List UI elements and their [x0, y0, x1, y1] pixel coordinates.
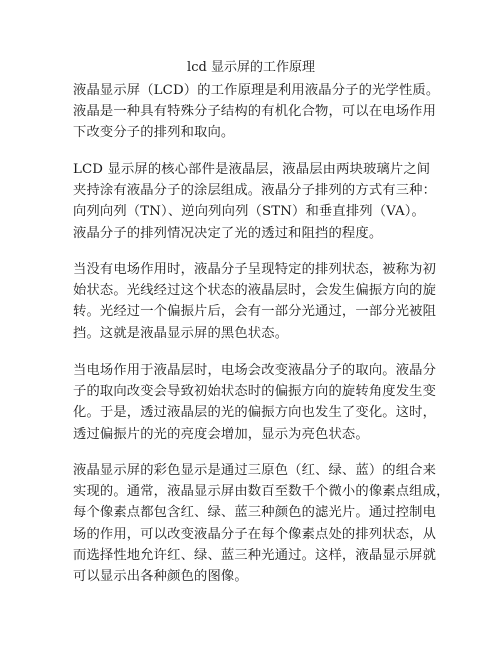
paragraph-line: 挡。这就是液晶显示屏的黑色状态。 — [73, 325, 289, 341]
paragraph-color-display — [73, 460, 450, 587]
paragraph-line: 当电场作用于液晶层时，电场会改变液晶分子的取向。液晶分 — [73, 363, 437, 378]
paragraph-line: 实现的。通常，液晶显示屏由数百至数千个微小的像素点组成， — [73, 484, 450, 500]
paragraph-line: 而选择性地允许红、绿、蓝三种光通过。这样，液晶显示屏就 — [73, 547, 437, 563]
paragraph-line: 透过偏振片的光的亮度会增加，显示为亮色状态。 — [73, 426, 369, 442]
paragraph-line: LCD 显示屏的核心部件是液晶层，液晶层由两块玻璃片之间 — [73, 162, 431, 177]
paragraph-intro — [73, 80, 440, 144]
paragraph-line: 子的取向改变会导致初始状态时的偏振方向的旋转角度发生变 — [73, 384, 437, 400]
paragraph-core-structure — [73, 159, 437, 244]
paragraph-line: 转。光经过一个偏振片后，会有一部分光通过，一部分光被阻 — [73, 304, 437, 320]
paragraph-line: 可以显示出各种颜色的图像。 — [73, 569, 248, 585]
paragraph-no-field-state — [73, 259, 437, 344]
paragraph-line: 化。于是，透过液晶层的光的偏振方向也发生了变化。这时， — [73, 405, 437, 421]
paragraph-line: 液晶分子的排列情况决定了光的透过和阻挡的程度。 — [73, 225, 383, 241]
paragraph-line: 液晶是一种具有特殊分子结构的有机化合物，可以在电场作用 — [73, 104, 437, 120]
paragraph-field-state — [73, 360, 437, 445]
paragraph-line: 场的作用，可以改变液晶分子在每个像素点处的排列状态，从 — [73, 526, 437, 542]
paragraph-line: 液晶显示屏（LCD）的工作原理是利用液晶分子的光学性质。 — [73, 83, 440, 98]
paragraph-line: 液晶显示屏的彩色显示是通过三原色（红、绿、蓝）的组合来 — [73, 463, 437, 478]
document-title: lcd 显示屏的工作原理 — [187, 60, 315, 75]
paragraph-line: 夹持涂有液晶分子的涂层组成。液晶分子排列的方式有三种： — [73, 183, 437, 199]
paragraph-line: 下改变分子的排列和取向。 — [73, 125, 235, 141]
paragraph-line: 向列向列（TN）、逆向列向列（STN）和垂直排列（VA）。 — [73, 204, 425, 220]
paragraph-line: 当没有电场作用时，液晶分子呈现特定的排列状态，被称为初 — [73, 262, 437, 277]
paragraph-line: 始状态。光线经过这个状态的液晶层时，会发生偏振方向的旋 — [73, 283, 437, 299]
paragraph-line: 每个像素点都包含红、绿、蓝三种颜色的滤光片。通过控制电 — [73, 505, 437, 521]
